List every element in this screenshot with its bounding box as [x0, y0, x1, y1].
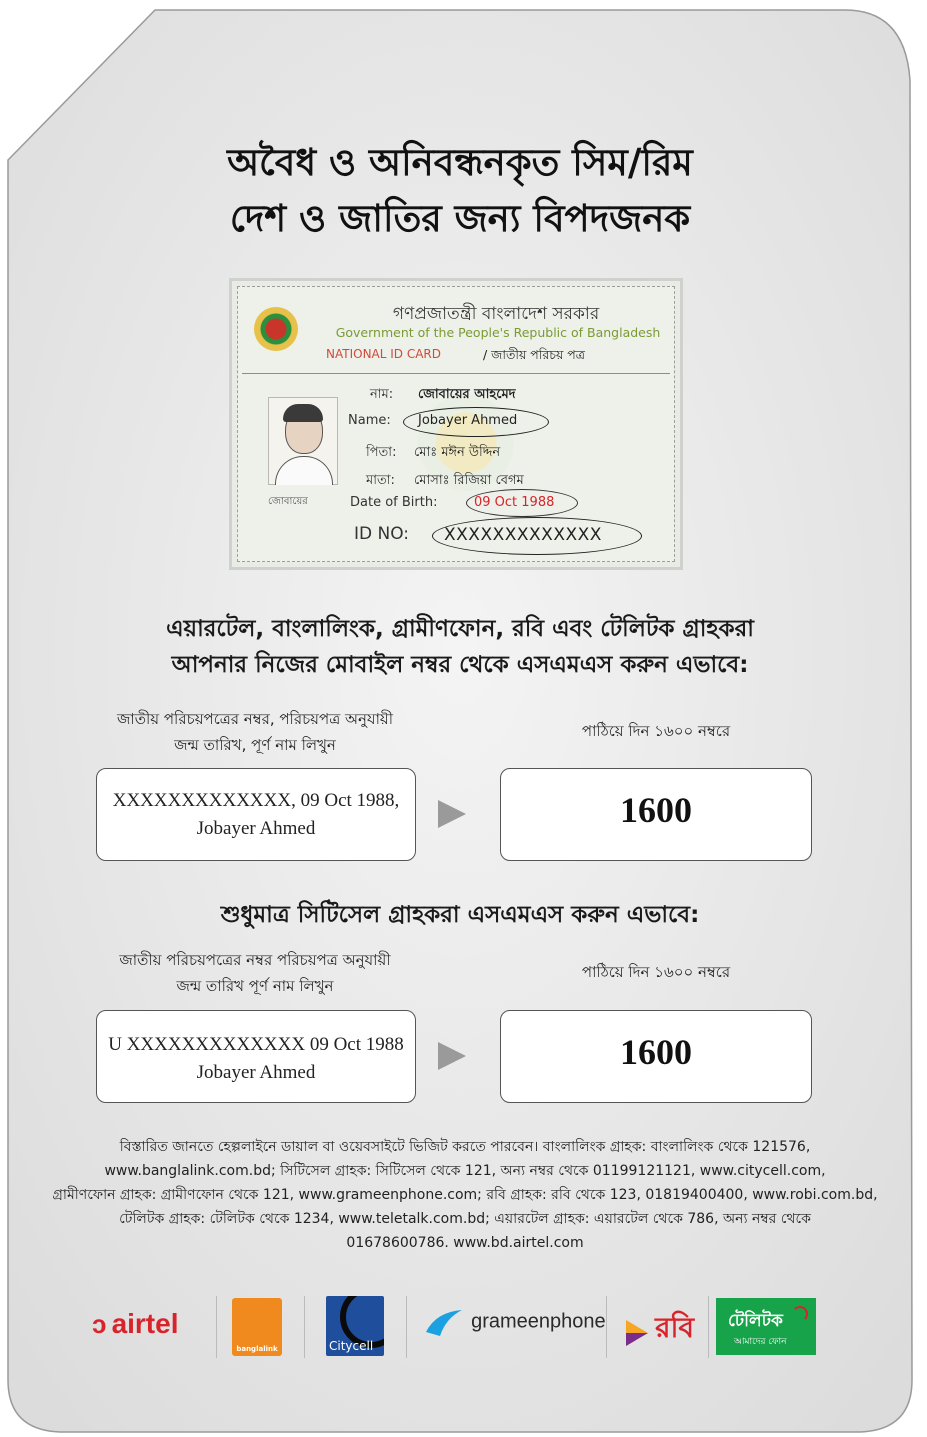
- section2-number-box: [500, 1010, 812, 1103]
- robi-arrow-icon: [624, 1316, 650, 1350]
- airtel-swirl-icon: ↄ: [92, 1309, 107, 1339]
- section2-number: 1600: [620, 1032, 692, 1072]
- section2-sms-line2: Jobayer Ahmed: [196, 1062, 316, 1083]
- section2-sms-format: [97, 1031, 415, 1087]
- arrow-right-icon: [438, 1042, 466, 1070]
- logo-separator: [406, 1296, 407, 1358]
- citycell-logo: [326, 1296, 384, 1356]
- logo-separator: [708, 1296, 709, 1358]
- section1-sms-format: [97, 787, 415, 843]
- father-value: মোঃ মঈন উদ্দিন: [414, 445, 501, 460]
- citycell-logo-text: Citycell: [329, 1339, 374, 1353]
- section1-heading: [60, 611, 860, 683]
- title-line-1: অবৈধ ও অনিবন্ধনকৃত সিম/রিম: [227, 141, 693, 184]
- name-label: Name:: [348, 413, 391, 428]
- banglalink-logo-text: banglalink: [236, 1345, 278, 1353]
- section1-left-instruction: [60, 706, 450, 758]
- helpline-line3: গ্রামীণফোন গ্রাহক: গ্রামীণফোন থেকে 121, www.grameenphone.com; রবি গ্রাহক: রবি থেকে 123, 01819400400, www.robi.com.bd,: [52, 1187, 878, 1203]
- section2-left-instruction: [50, 947, 460, 999]
- section1-number: 1600: [620, 790, 692, 830]
- section1-right-instruction: পাঠিয়ে দিন ১৬০০ নম্বরে: [581, 722, 731, 740]
- father-label: পিতা:: [366, 445, 397, 460]
- section2-left-instruction-line2: জন্ম তারিখ পূর্ণ নাম লিখুন: [176, 977, 334, 995]
- section1-number-box: [500, 768, 812, 861]
- id-number-value: XXXXXXXXXXXXX: [444, 525, 602, 545]
- robi-logo: [624, 1306, 694, 1353]
- airtel-logo-text: airtel: [111, 1308, 179, 1339]
- arrow-right-icon: [438, 800, 466, 828]
- helpline-line5: 01678600786. www.bd.airtel.com: [346, 1235, 584, 1251]
- section1-left-instruction-line2: জন্ম তারিখ, পূর্ণ নাম লিখুন: [174, 736, 336, 754]
- logo-separator: [606, 1296, 607, 1358]
- photo-hair: [283, 404, 323, 422]
- mother-label: মাতা:: [366, 473, 395, 488]
- card-divider: [242, 373, 670, 374]
- card-type-en: NATIONAL ID CARD: [326, 347, 442, 361]
- helpline-info: [50, 1135, 880, 1255]
- logo-separator: [304, 1296, 305, 1358]
- id-number-label: ID NO:: [354, 524, 410, 544]
- signature: জোবায়ের: [268, 496, 308, 507]
- robi-logo-text: রবি: [655, 1311, 695, 1344]
- section1-sms-line1: XXXXXXXXXXXXX, 09 Oct 1988,: [112, 790, 400, 811]
- section2-left-instruction-line1: জাতীয় পরিচয়পত্রের নম্বর পরিচয়পত্র অনুযায়ী: [119, 951, 391, 969]
- logo-separator: [216, 1296, 217, 1358]
- airtel-logo: [92, 1308, 179, 1340]
- teletalk-logo: [716, 1298, 816, 1355]
- helpline-line2: www.banglalink.com.bd; সিটিসেল গ্রাহক: সিটিসেল থেকে 121, অন্য নম্বর থেকে 01199121121, www.citycell.com,: [104, 1163, 826, 1179]
- mother-value: মোসাঃ রিজিয়া বেগম: [414, 473, 524, 488]
- government-seal-icon: [254, 307, 298, 351]
- dob-label: Date of Birth:: [350, 495, 438, 510]
- section1-heading-line2: আপনার নিজের মোবাইল নম্বর থেকে এসএমএস করুন এভাবে:: [171, 652, 749, 678]
- grameenphone-logo-text: grameenphone: [471, 1310, 606, 1333]
- title-line-2: দেশ ও জাতির জন্য বিপদজনক: [229, 197, 691, 240]
- section2-sms-format-box: [96, 1010, 416, 1103]
- section1-sms-line2: Jobayer Ahmed: [196, 818, 316, 839]
- section2-heading: শুধুমাত্র সিটিসেল গ্রাহকরা এসএমএস করুন এভাবে:: [220, 902, 700, 928]
- name-value: Jobayer Ahmed: [418, 413, 518, 428]
- section1-heading-line1: এয়ারটেল, বাংলালিংক, গ্রামীণফোন, রবি এবং টেলিটক গ্রাহকরা: [166, 616, 754, 642]
- name-bn-label: নাম:: [370, 387, 394, 402]
- section1-sms-format-box: [96, 768, 416, 861]
- section2-sms-line1: U XXXXXXXXXXXXX 09 Oct 1988: [108, 1034, 404, 1055]
- teletalk-logo-text: টেলিটক: [728, 1311, 783, 1331]
- id-card-inner: [237, 286, 675, 562]
- photo-shoulders: [275, 456, 333, 485]
- id-photo: [268, 397, 338, 485]
- card-header-en: Government of the People's Republic of Bangladesh: [335, 325, 661, 340]
- dob-value: 09 Oct 1988: [474, 495, 555, 510]
- teletalk-signal-icon: [792, 1306, 808, 1322]
- grameenphone-logo: [424, 1306, 606, 1340]
- national-id-card: [229, 278, 683, 570]
- section2-right-instruction: পাঠিয়ে দিন ১৬০০ নম্বরে: [581, 963, 731, 981]
- card-type-bn: / জাতীয় পরিচয় পত্র: [483, 347, 585, 362]
- section1-left-instruction-line1: জাতীয় পরিচয়পত্রের নম্বর, পরিচয়পত্র অনুযায়ী: [116, 710, 394, 728]
- name-bn-value: জোবায়ের আহমেদ: [418, 387, 516, 402]
- helpline-line1: বিস্তারিত জানতে হেল্পলাইনে ডায়াল বা ওয়েবসাইটে ভিজিট করতে পারবেন। বাংলালিংক গ্রাহক: বাংলালিংক থেকে 121576,: [119, 1139, 811, 1155]
- card-header-bn: গণপ্রজাতন্ত্রী বাংলাদেশ সরকার: [392, 304, 600, 324]
- banglalink-logo: [232, 1298, 282, 1356]
- teletalk-tagline: আমাদের ফোন: [734, 1337, 787, 1347]
- helpline-line4: টেলিটক গ্রাহক: টেলিটক থেকে 1234, www.teletalk.com.bd; এয়ারটেল গ্রাহক: এয়ারটেল থেকে 786, অন্য নম্বর থেকে: [119, 1211, 811, 1227]
- page-title: [110, 135, 810, 247]
- grameenphone-telenor-icon: [424, 1306, 466, 1340]
